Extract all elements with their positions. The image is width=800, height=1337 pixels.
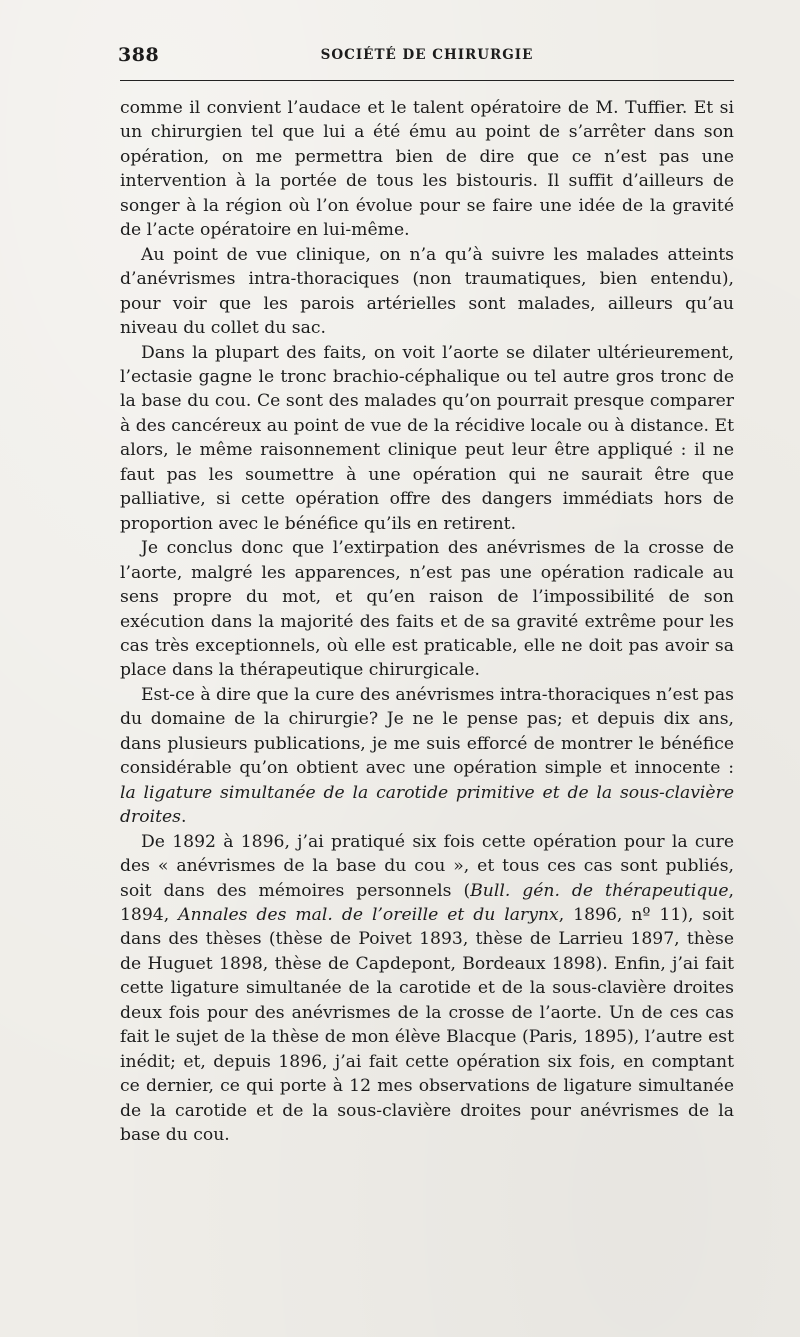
paragraph-clinical-view: Au point de vue clinique, on n’a qu’à suivre les malades atteints d’anévrismes intra-thoraciques (non traumatiques, bien entendu), pour voir que les parois artérielles sont malades, ailleurs qu’au niveau du collet du sac. [120,244,734,339]
paragraph-aorta-dilation: Dans la plupart des faits, on voit l’aorte se dilater ultérieurement, l’ectasie gagne le tronc brachio-céphalique ou tel autre gros tronc de la base du cou. Ce sont des malades qu’on pourrait presque comparer à des cancéreux au point de vue de la récidive locale ou à distance. Et alors, le même raisonnement clinique peut leur être appliqué : il ne faut pas les soumettre à une opération qui ne saurait être que palliative, si cette opération offre des dangers immédiats hors de proportion avec le bénéfice qu’ils en retirent. [120,342,734,534]
paragraph-case-history [120,830,734,1148]
paragraph-conclusion: Je conclus donc que l’extirpation des anévrismes de la crosse de l’aorte, malgré les apparences, n’est pas une opération radicale au sens propre du mot, et qu’en raison de l’impossibilité de son exécution dans la majorité des faits et de sa gravité extrême pour les cas très exceptionnels, où elle est praticable, elle ne doit pas avoir sa place dans la thérapeutique chirurgicale. [120,538,734,681]
paragraph-ligature-proposal [120,683,734,830]
paragraph-continuation: comme il convient l’audace et le talent opératoire de M. Tuffier. Et si un chirurgien tel que lui a été ému au point de s’arrêter dans son opération, on me permettra bien de dire que ce n’est pas une intervention à la portée de tous les bistouris. Il suffit d’ailleurs de songer à la région où l’on évolue pour se faire une idée de la gravité de l’acte opératoire en lui-même. [120,98,734,241]
paragraph-text: De 1892 à 1896, j’ai pratiqué six fois cette opération pour la cure des « anévrismes de la base du cou », et tous ces cas sont publiés, soit dans des mémoires personnels ( [120,831,734,901]
page-header [118,44,736,70]
paragraph-text: , 1896, nº 11), soit dans des thèses (thèse de Poivet 1893, thèse de Larrieu 1897, thèse de Huguet 1898, thèse de Capdepont, Bordeaux 1898). Enfin, j’ai fait cette ligature simultanée de la carotide et de la sous-clavière droites deux fois pour des anévrismes de la crosse de l’aorte. Un de ces cas fait le sujet de la thèse de mon élève Blacque (Paris, 1895), l’autre est inédit; et, depuis 1896, j’ai fait cette opération six fois, en comptant ce dernier, ce qui porte à 12 mes observations de ligature simultanée de la carotide et de la sous-clavière droites pour anévrismes de la base du cou. [120,904,734,1146]
paragraph-text: Est-ce à dire que la cure des anévrismes intra-thoraciques n’est pas du domaine de la chirurgie? Je ne le pense pas; et depuis dix ans, dans plusieurs publications, je me suis efforcé de montrer le bénéfice considérable qu’on obtient avec une opération simple et innocente : [120,684,734,779]
citation-title: Bull. gén. de thérapeutique [470,880,729,901]
italic-phrase: la ligature simultanée de la carotide primitive et de la sous-clavière droites [120,782,734,828]
running-title: SOCIÉTÉ DE CHIRURGIE [320,47,534,63]
page-number: 388 [118,44,160,66]
header-rule [120,80,734,81]
body-text [120,96,734,1147]
paragraph-text: , 1894, [120,880,735,925]
paragraph-text: . [180,807,187,828]
citation-title: Annales des mal. de l’oreille et du larynx [178,904,559,925]
